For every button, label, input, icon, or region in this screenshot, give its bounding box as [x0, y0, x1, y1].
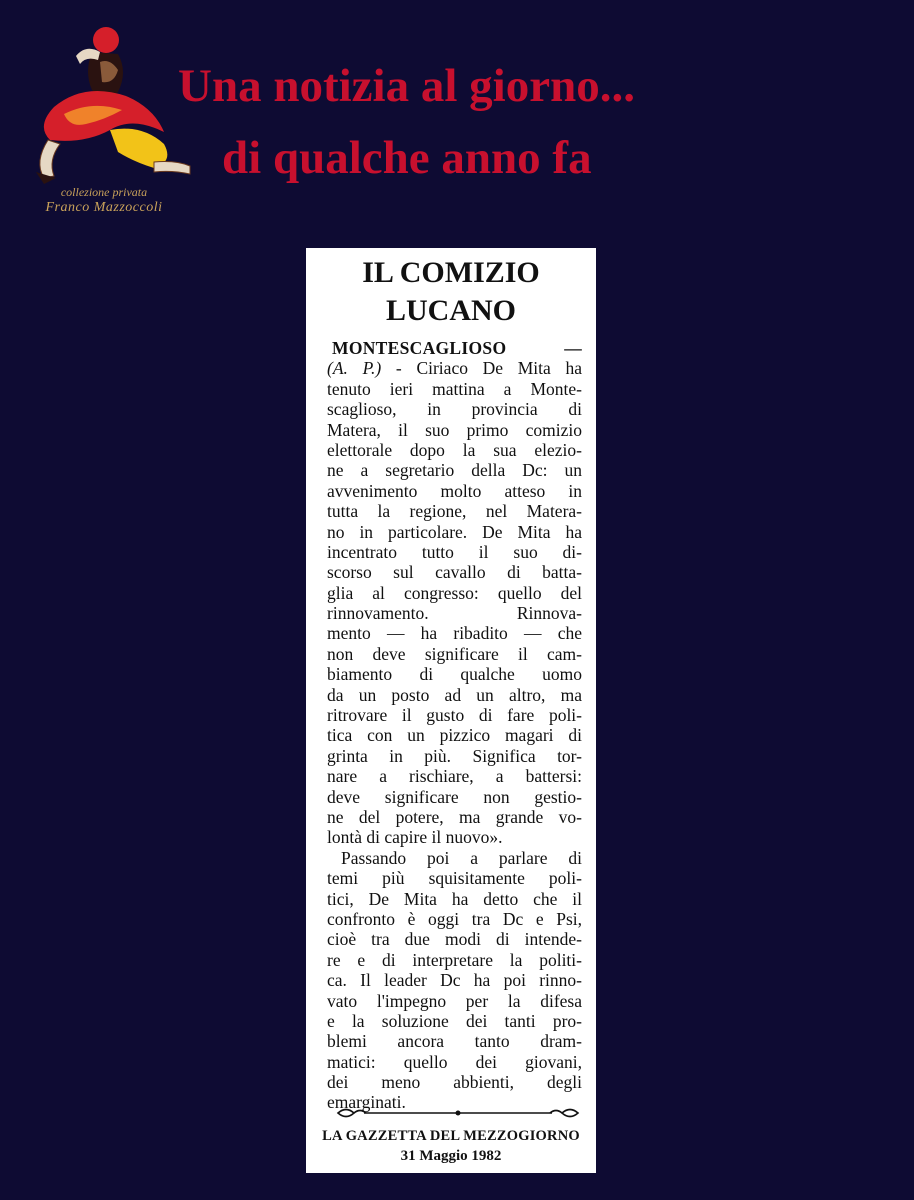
logo-caption-collection: collezione privata — [60, 185, 148, 199]
article-line: grinta in più. Significa tor- — [327, 745, 582, 766]
logo — [14, 12, 194, 227]
article-title-line-1: IL COMIZIO — [362, 256, 540, 289]
article-line: cioè tra due modi di intende- — [327, 929, 582, 950]
article-line: ca. Il leader Dc ha poi rinno- — [327, 970, 582, 991]
publication-date: 31 Maggio 1982 — [400, 1148, 502, 1164]
article-line: biamento di qualche uomo — [327, 664, 582, 685]
article-line: elettorale dopo la sua elezio- — [327, 439, 582, 460]
headline-line-1: Una notizia al giorno... — [178, 60, 635, 112]
article-line: tici, De Mita ha detto che il — [327, 888, 582, 909]
ornament-divider-icon — [334, 1106, 582, 1120]
headline-line-2: di qualche anno fa — [222, 132, 592, 184]
article-line: scaglioso, in provincia di — [327, 399, 582, 420]
article-line: ne a segretario della Dc: un — [327, 460, 582, 481]
article-line: rinnovamento. Rinnova- — [327, 603, 582, 624]
article-line: mento — ha ribadito — che — [327, 623, 582, 644]
article-line: lontà di capire il nuovo». — [327, 827, 503, 848]
newspaper-clipping — [306, 248, 596, 1173]
article-line: no in particolare. De Mita ha — [327, 521, 582, 542]
newspaper-name: LA GAZZETTA DEL MEZZOGIORNO — [322, 1128, 580, 1144]
article-line: ne del potere, ma grande vo- — [327, 806, 582, 827]
dancer-logo-icon — [14, 12, 194, 187]
article-line: temi più squisitamente poli- — [327, 868, 582, 889]
article-line: Matera, il suo primo comizio — [327, 419, 582, 440]
article-line: glia al congresso: quello del — [327, 582, 582, 603]
logo-caption-owner: Franco Mazzoccoli — [45, 200, 163, 215]
article-line: re e di interpretare la politi- — [327, 949, 582, 970]
article-line: incentrato tutto il suo di- — [327, 541, 582, 562]
article-line: tenuto ieri mattina a Monte- — [327, 378, 582, 399]
article-line: avvenimento molto atteso in — [327, 480, 582, 501]
article-line: nare a rischiare, a battersi: — [327, 766, 582, 787]
article-source — [306, 1126, 596, 1166]
article-line: da un posto ad un altro, ma — [327, 684, 582, 705]
article-body — [327, 338, 582, 1113]
article-line: MONTESCAGLIOSO — — [332, 338, 582, 358]
article-title-line-2: LUCANO — [385, 294, 516, 327]
article-line: dei meno abbienti, degli — [327, 1072, 582, 1093]
article-title — [306, 254, 596, 330]
page-headline — [178, 50, 635, 194]
article-line: deve significare non gestio- — [327, 786, 582, 807]
article-line: non deve significare il cam- — [327, 643, 582, 664]
article-line: blemi ancora tanto dram- — [327, 1031, 582, 1052]
article-line: matici: quello dei giovani, — [327, 1051, 582, 1072]
article-line: (A. P.) - Ciriaco De Mita ha — [327, 358, 582, 379]
article-line: vato l'impegno per la difesa — [327, 990, 582, 1011]
article-line: tutta la regione, nel Matera- — [327, 501, 582, 522]
article-line: tica con un pizzico magari di — [327, 725, 582, 746]
article-line: scorso sul cavallo di batta- — [327, 562, 582, 583]
article-line: Passando poi a parlare di — [341, 847, 582, 868]
article-line: emarginati. — [327, 1092, 406, 1113]
article-line: confronto è oggi tra Dc e Psi, — [327, 908, 582, 929]
article-line: e la soluzione dei tanti pro- — [327, 1010, 582, 1031]
article-line: ritrovare il gusto di fare poli- — [327, 705, 582, 726]
